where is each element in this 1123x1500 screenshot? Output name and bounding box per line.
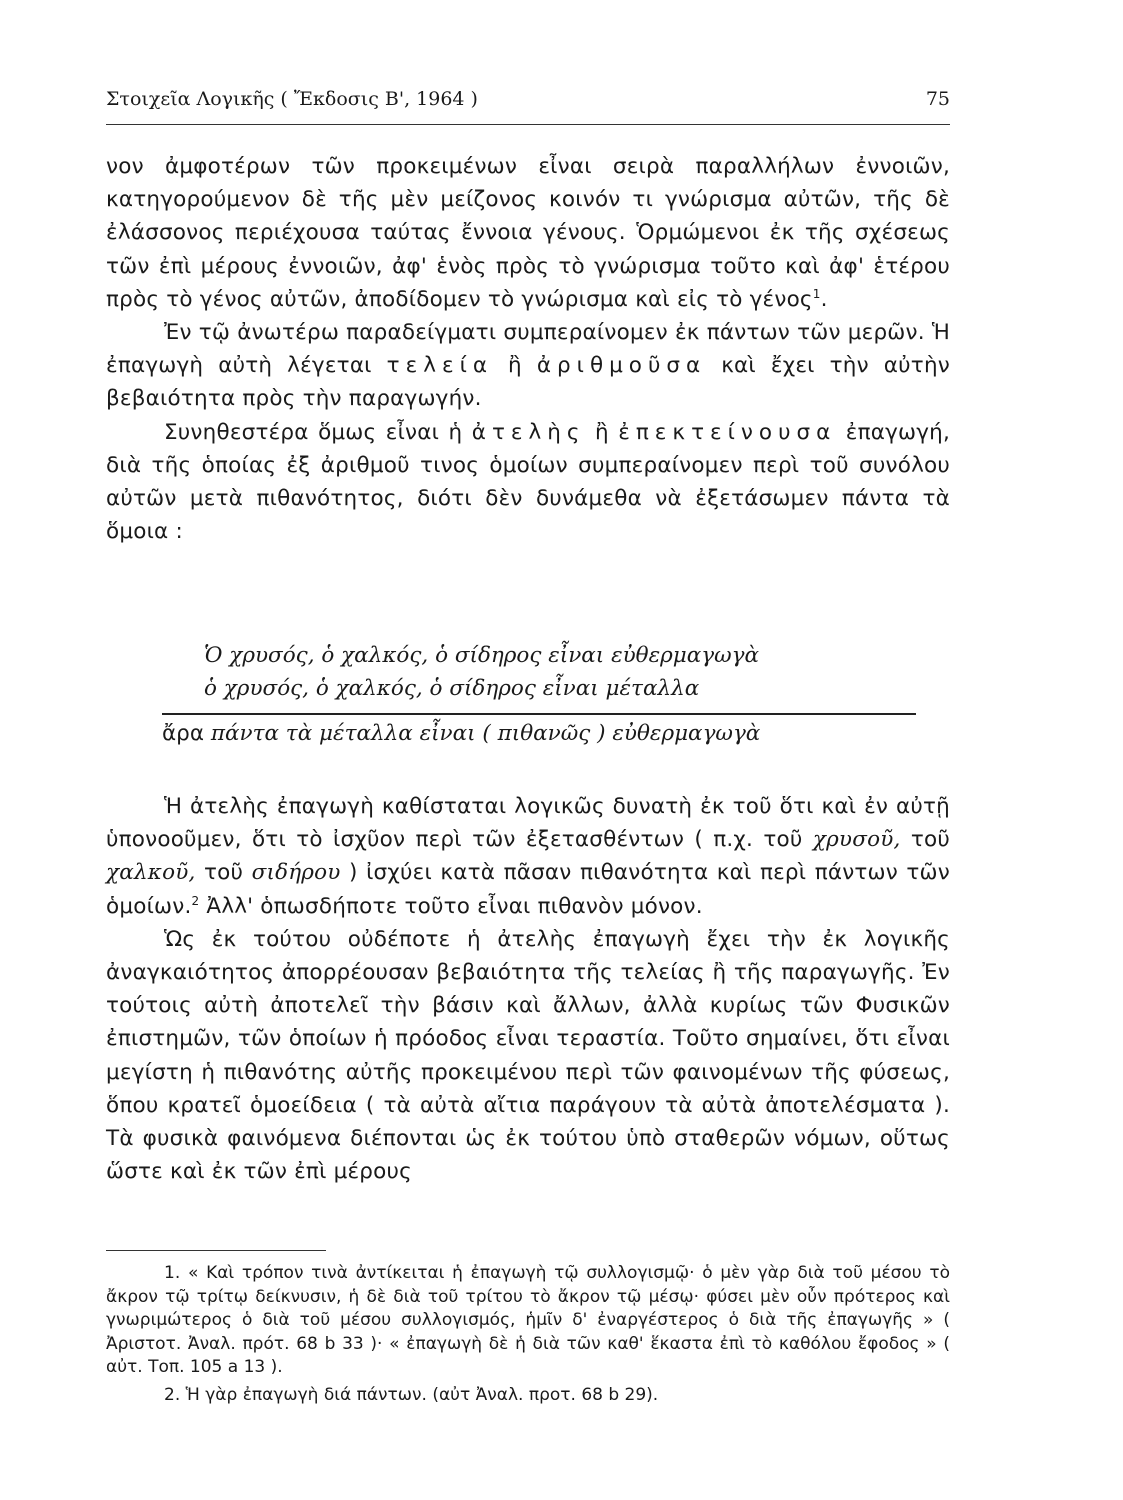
term-atelis: ἀτελὴς	[471, 419, 586, 445]
footnote-ref-2: 2	[191, 893, 200, 908]
footnote-rule	[106, 1250, 326, 1251]
syllogism-rule	[162, 713, 916, 715]
page-number: 75	[925, 88, 950, 110]
paragraph-2: Ἐν τῷ ἀνωτέρω παραδείγματι συμπεραίνομεν ἐκ πάντων τῶν μερῶν. Ἡ ἐπαγωγὴ αὐτὴ λέγεται τελεία ἢ ἀριθμοῦσα καὶ ἔχει τὴν αὐτὴν βεβαιότητα πρὸς τὴν παραγωγήν.	[106, 320, 950, 412]
syllogism-conclusion: ἄρα πάντα τὰ μέταλλα εἶναι ( πιθανῶς ) εὐθερμαγωγὰ	[162, 721, 761, 746]
paragraph-5: Ὡς ἐκ τούτου οὐδέποτε ἡ ἀτελὴς ἐπαγωγὴ ἔχει τὴν ἐκ λογικῆς ἀναγκαιότητος ἀπορρέουσαν βεβαιότητα τῆς τελείας ἢ τῆς παραγωγῆς. Ἐν τούτοις αὐτὴ ἀποτελεῖ τὴν βάσιν καὶ ἄλλων, ἀλλὰ κυρίως τῶν Φυσικῶν ἐπιστημῶν, τῶν ὁποίων ἡ πρόοδος εἶναι τεραστία. Τοῦτο σημαίνει, ὅτι εἶναι μεγίστη ἡ πιθανότης αὐτῆς προκειμένου περὶ τῶν φαινομένων τῆς φύσεως, ὅπου κρατεῖ ὁμοείδεια ( τὰ αὐτὰ αἴτια παράγουν τὰ αὐτὰ ἀποτελέσματα ). Τὰ φυσικὰ φαινόμενα διέπονται ὡς ἐκ τούτου ὑπὸ σταθερῶν νόμων, οὕτως ὥστε καὶ ἐκ τῶν ἐπὶ μέρους	[106, 926, 950, 1185]
book-title: Στοιχεῖα Λογικῆς ( Ἔκδοσις Β', 1964 )	[106, 88, 478, 110]
header-rule	[106, 124, 950, 125]
paragraph-1: νον ἀμφοτέρων τῶν προκειμένων εἶναι σειρὰ παραλλήλων ἐννοιῶν, κατηγορούμενον δὲ τῆς μὲν μείζονος κοινόν τι γνώρισμα αὐτῶν, τῆς δὲ ἐλάσσονος περιέχουσα ταύτας ἔννοια γένους. Ὁρμώμενοι ἐκ τῆς σχέσεως τῶν ἐπὶ μέρους ἐννοιῶν, ἀφ' ἑνὸς πρὸς τὸ γνώρισμα τοῦτο καὶ ἀφ' ἑτέρου πρὸς τὸ γένος αὐτῶν, ἀποδίδομεν τὸ γνώρισμα καὶ εἰς τὸ γένος$^1$.	[106, 154, 950, 312]
footnote-1: 1. « Καὶ τρόπον τινὰ ἀντίκειται ἡ ἐπαγωγὴ τῷ συλλογισμῷ· ὁ μὲν γὰρ διὰ τοῦ μέσου τὸ ἄκρον τῷ τρίτῳ δείκνυσιν, ἡ δὲ διὰ τοῦ τρίτου τὸ ἄκρον τῷ μέσῳ· φύσει μὲν οὖν πρότερος καὶ γνωριμώτερος ὁ διὰ τοῦ μέσου συλλογισμός, ἡμῖν δ' ἐναργέστερος ὁ διὰ τῆς ἐπαγωγῆς » ( Ἀριστοτ. Ἀναλ. πρότ. 68 b 33 )· « ἐπαγωγὴ δὲ ἡ διὰ τῶν καθ' ἕκαστα ἐπὶ τὸ καθόλου ἔφοδος » ( αὐτ. Τοπ. 105 a 13 ).	[106, 1263, 950, 1377]
footnote-2: 2. Ἡ γὰρ ἐπαγωγὴ διά πάντων. (αὐτ Ἀναλ. προτ. 68 b 29).	[164, 1384, 659, 1405]
body-text-continued	[106, 790, 950, 1188]
paragraph-3: Συνηθεστέρα ὅμως εἶναι ἡ ἀτελὴς ἢ ἐπεκτείνουσα ἐπαγωγή, διὰ τῆς ὁποίας ἐξ ἀριθμοῦ τινος ὁμοίων συμπεραίνομεν περὶ τοῦ συνόλου αὐτῶν μετὰ πιθανότητος, διότι δὲν δυνάμεθα νὰ ἐξετάσωμεν πάντα τὰ ὅμοια :	[106, 419, 951, 545]
running-head	[106, 88, 950, 118]
body-text	[106, 150, 950, 548]
term-arithmousa: ἀριθμοῦσα	[536, 353, 707, 379]
term-epekteinousa: ἐπεκτείνουσα	[618, 419, 837, 445]
premise-major: Ὁ χρυσός, ὁ χαλκός, ὁ σίδηρος εἶναι εὐθερμαγωγὰ	[204, 643, 760, 668]
premise-minor: ὁ χρυσός, ὁ χαλκός, ὁ σίδηρος εἶναι μέταλλα	[204, 676, 700, 701]
footnote-ref-1: 1	[812, 286, 821, 301]
term-teleia: τελεία	[386, 353, 494, 379]
footnotes	[106, 1262, 950, 1411]
paragraph-4: Ἡ ἀτελὴς ἐπαγωγὴ καθίσταται λογικῶς δυνατὴ ἐκ τοῦ ὅτι καὶ ἐν αὐτῇ ὑπονοοῦμεν, ὅτι τὸ ἰσχῦον περὶ τῶν ἐξετασθέντων ( π.χ. τοῦ χρυσοῦ, τοῦ χαλκοῦ, τοῦ σιδήρου ) ἰσχύει κατὰ πᾶσαν πιθανότητα καὶ περὶ πάντων τῶν ὁμοίων.$^2$ Ἀλλ' ὁπωσδήποτε τοῦτο εἶναι πιθανὸν μόνον.	[106, 794, 950, 919]
